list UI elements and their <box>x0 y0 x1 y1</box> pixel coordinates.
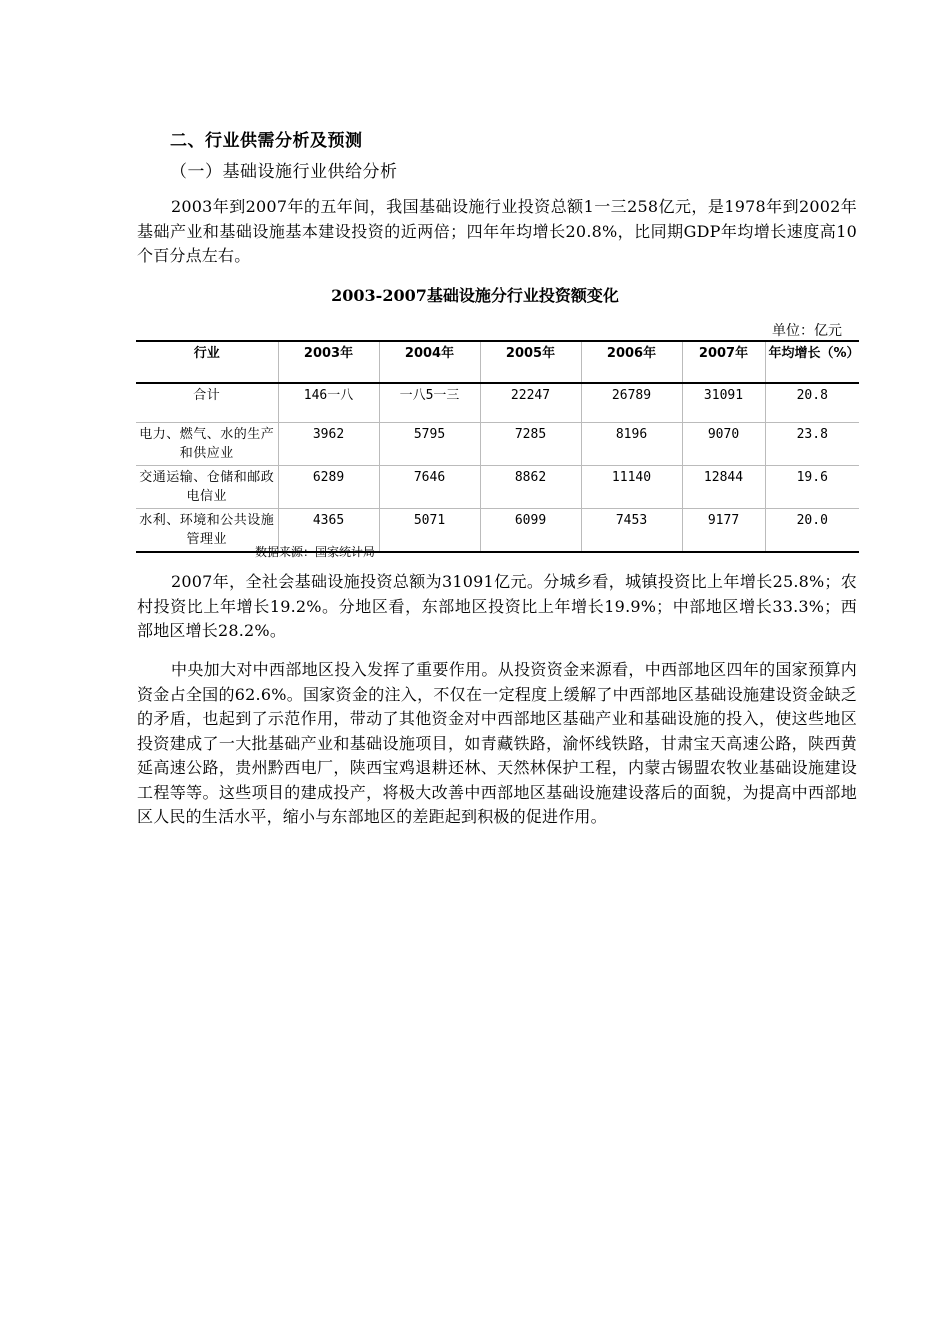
cell-value: 7285 <box>480 423 581 466</box>
cell-value: 一八5一三 <box>379 383 480 423</box>
header-2003: 2003年 <box>278 341 379 383</box>
cell-industry: 电力、燃气、水的生产和供应业 <box>136 423 278 466</box>
cell-value: 7453 <box>581 509 682 553</box>
cell-value: 9177 <box>682 509 765 553</box>
section-heading: 二、行业供需分析及预测 <box>170 131 363 151</box>
table-row <box>136 423 859 466</box>
table-row <box>136 383 859 423</box>
cell-value: 26789 <box>581 383 682 423</box>
table-row <box>136 466 859 509</box>
subsection-heading: （一）基础设施行业供给分析 <box>170 162 398 182</box>
cell-value: 31091 <box>682 383 765 423</box>
cell-value: 12844 <box>682 466 765 509</box>
cell-value: 11140 <box>581 466 682 509</box>
header-avg-growth: 年均增长（%） <box>765 341 859 383</box>
cell-value: 23.8 <box>765 423 859 466</box>
table-unit: 单位：亿元 <box>772 323 842 339</box>
header-industry: 行业 <box>136 341 278 383</box>
cell-value: 6099 <box>480 509 581 553</box>
cell-value: 22247 <box>480 383 581 423</box>
cell-value: 146一八 <box>278 383 379 423</box>
header-2007: 2007年 <box>682 341 765 383</box>
table-header-row <box>136 341 859 383</box>
cell-value: 7646 <box>379 466 480 509</box>
table-source-note: 数据来源：国家统计局 <box>255 545 376 559</box>
table-title: 2003-2007基础设施分行业投资额变化 <box>331 286 619 305</box>
cell-value: 8196 <box>581 423 682 466</box>
cell-industry: 合计 <box>136 383 278 423</box>
header-2006: 2006年 <box>581 341 682 383</box>
cell-value: 8862 <box>480 466 581 509</box>
cell-value: 20.0 <box>765 509 859 553</box>
cell-value: 20.8 <box>765 383 859 423</box>
cell-value: 9070 <box>682 423 765 466</box>
cell-industry: 水利、环境和公共设施管理业 <box>136 509 278 553</box>
cell-value: 3962 <box>278 423 379 466</box>
header-2005: 2005年 <box>480 341 581 383</box>
cell-value: 6289 <box>278 466 379 509</box>
investment-table <box>136 340 859 553</box>
cell-value: 5071 <box>379 509 480 553</box>
paragraph-intro: 2003年到2007年的五年间，我国基础设施行业投资总额1一三258亿元，是1978年到2002年基础产业和基础设施基本建设投资的近两倍；四年年均增长20.8%，比同期GDP年均增长速度高10个百分点左右。 <box>137 197 857 265</box>
paragraph-central-west: 中央加大对中西部地区投入发挥了重要作用。从投资资金来源看，中西部地区四年的国家预算内资金占全国的62.6%。国家资金的注入，不仅在一定程度上缓解了中西部地区基础设施建设资金缺乏的矛盾，也起到了示范作用，带动了其他资金对中西部地区基础产业和基础设施的投入，使这些地区投资建成了一大批基础产业和基础设施项目，如青藏铁路，渝怀线铁路，甘肃宝天高速公路，陕西黄延高速公路，贵州黔西电厂，陕西宝鸡退耕还林、天然林保护工程，内蒙古锡盟农牧业基础设施建设工程等等。这些项目的建成投产，将极大改善中西部地区基础设施建设落后的面貌，为提高中西部地区人民的生活水平，缩小与东部地区的差距起到积极的促进作用。 <box>137 660 857 826</box>
header-2004: 2004年 <box>379 341 480 383</box>
cell-value: 19.6 <box>765 466 859 509</box>
paragraph-investment-2007: 2007年，全社会基础设施投资总额为31091亿元。分城乡看，城镇投资比上年增长25.8%；农村投资比上年增长19.2%。分地区看，东部地区投资比上年增长19.9%；中部地区增长33.3%；西部地区增长28.2%。 <box>137 572 857 640</box>
table-row <box>136 509 859 553</box>
cell-industry: 交通运输、仓储和邮政电信业 <box>136 466 278 509</box>
cell-value: 5795 <box>379 423 480 466</box>
cell-value: 4365 <box>278 509 379 553</box>
